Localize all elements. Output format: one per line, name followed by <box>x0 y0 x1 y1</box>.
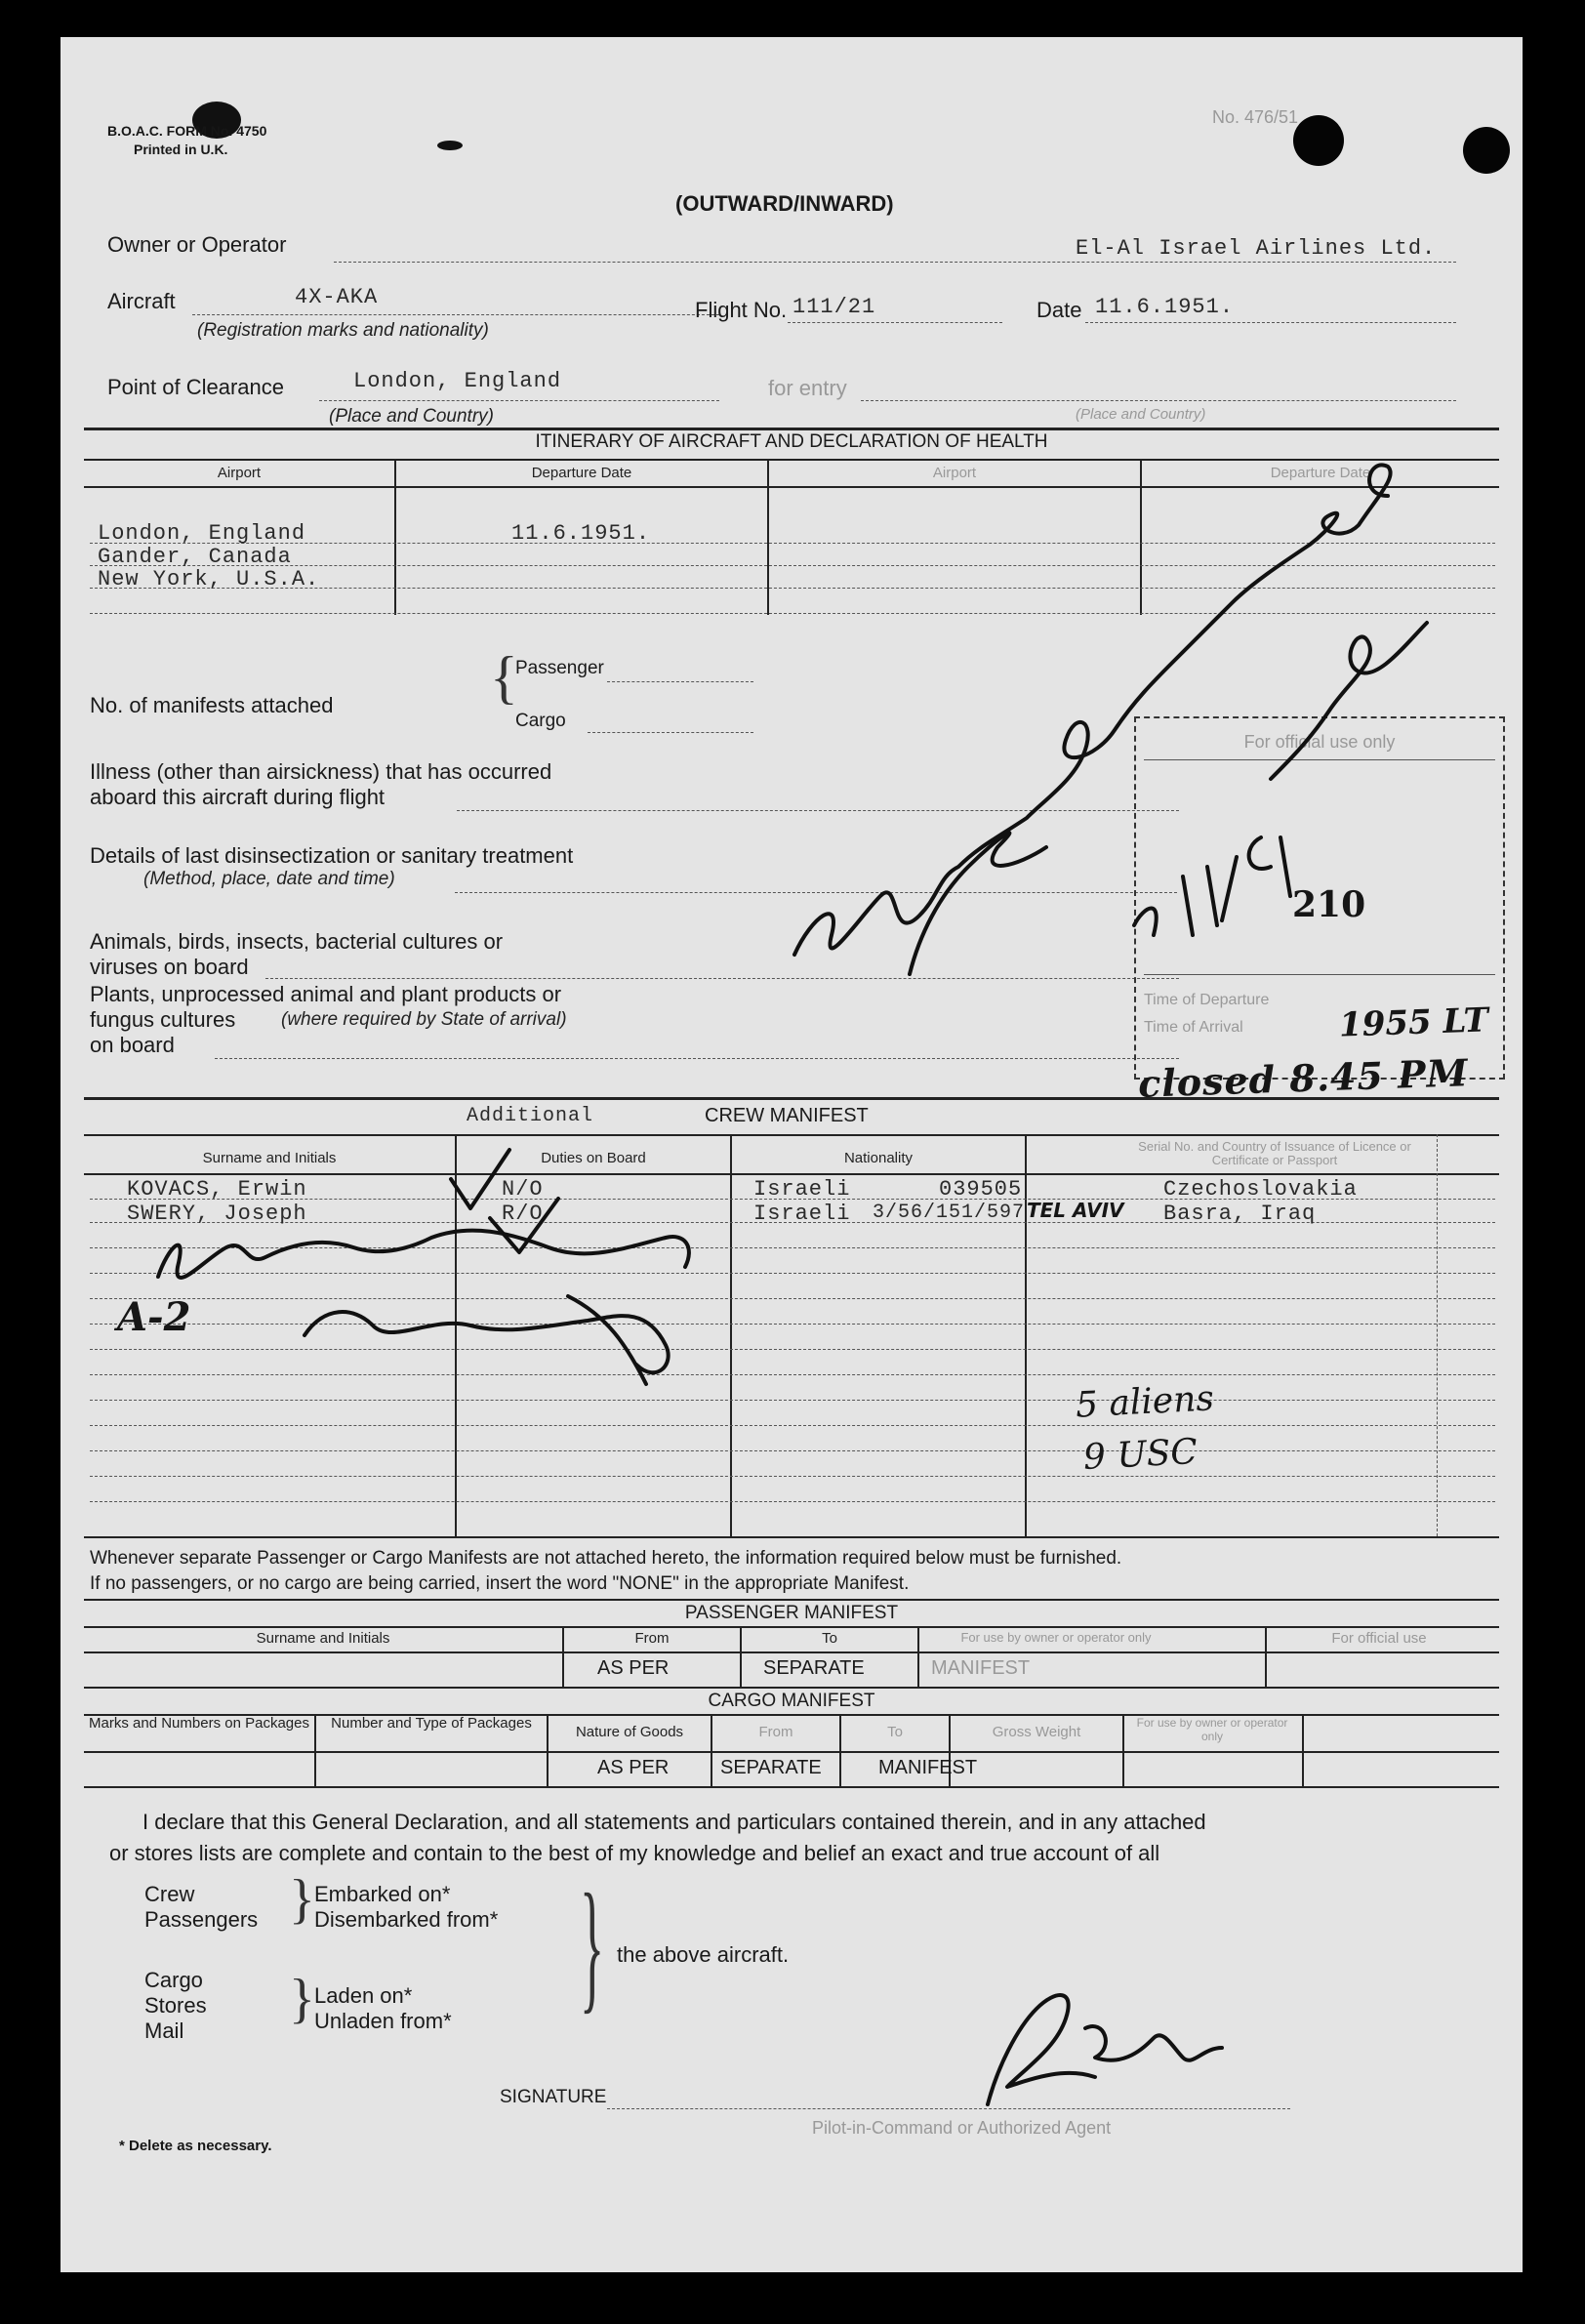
instructions-line-2: If no passengers, or no cargo are being carried, insert the word "NONE" in the appropriate Manifest. <box>90 1573 910 1594</box>
above-aircraft: the above aircraft. <box>617 1942 790 1967</box>
scrawl-date <box>1134 837 1290 935</box>
cargo-manifest-label: Cargo <box>515 711 566 731</box>
clearance-note: (Place and Country) <box>329 406 494 427</box>
crew-header-nationality: Nationality <box>843 1150 914 1166</box>
itinerary-airport-1: London, England <box>98 521 306 546</box>
owner-label: Owner or Operator <box>107 232 287 257</box>
plants-label-3: on board <box>90 1033 175 1057</box>
crew-additional: Additional <box>467 1105 594 1127</box>
aircraft-note: (Registration marks and nationality) <box>197 320 489 341</box>
scrawl-crew-signature <box>158 1231 689 1278</box>
checkmark <box>451 1150 509 1208</box>
aircraft-registration: 4X-AKA <box>295 285 379 309</box>
flight-label: Flight No. <box>695 298 788 322</box>
itinerary-header-airport-2: Airport <box>932 465 977 481</box>
plants-label-2: fungus cultures <box>90 1007 236 1032</box>
large-brace: } <box>580 1864 605 2026</box>
passenger-header-from: From <box>634 1630 670 1647</box>
time-of-arrival-label: Time of Arrival <box>1144 1019 1243 1036</box>
laden-brace: } <box>289 1969 315 2029</box>
cargo-header-weight: Gross Weight <box>992 1724 1081 1740</box>
illness-label-2: aboard this aircraft during flight <box>90 785 386 809</box>
passenger-header-owner: For use by owner or operator only <box>960 1630 1152 1645</box>
crew-country-1: Czechoslovakia <box>1163 1177 1358 1202</box>
owner-value: El-Al Israel Airlines Ltd. <box>1076 236 1437 261</box>
animals-label-2: viruses on board <box>90 955 249 979</box>
disembarked-option: Disembarked from* <box>314 1907 499 1932</box>
handwritten-usc: 9 USC <box>1082 1431 1199 1479</box>
general-declaration-form <box>61 37 1523 2272</box>
crew-duty-1: N/O <box>502 1177 544 1202</box>
crew-duty-2: R/O <box>502 1202 544 1226</box>
signature-note: Pilot-in-Command or Authorized Agent <box>812 2118 1112 2138</box>
date-value: 11.6.1951. <box>1095 295 1235 319</box>
itinerary-header-departure-2: Departure Date <box>1270 465 1371 481</box>
official-use-title: For official use only <box>1243 732 1396 752</box>
crew-header-serial: Serial No. and Country of Issuance of Licence or Certificate or Passport <box>1138 1139 1411 1167</box>
handwritten-a2: A-2 <box>117 1294 191 1340</box>
cargo-separate: SEPARATE <box>720 1757 822 1778</box>
manifests-brace: { <box>490 645 518 710</box>
instructions-line-1: Whenever separate Passenger or Cargo Manifests are not attached hereto, the information required below must be furnished. <box>90 1548 1122 1569</box>
passenger-manifest-title: PASSENGER MANIFEST <box>684 1603 899 1623</box>
passenger-header-to: To <box>822 1630 837 1647</box>
crew-country-2: Basra, Iraq <box>1163 1202 1317 1226</box>
itinerary-title: ITINERARY OF AIRCRAFT AND DECLARATION OF HEALTH <box>535 431 1048 452</box>
passenger-separate: SEPARATE <box>763 1657 865 1679</box>
cargo-header-marks: Marks and Numbers on Packages <box>89 1715 309 1732</box>
crew-serial-2: 3/56/151/597 <box>873 1202 1026 1224</box>
entry-place-note: (Place and Country) <box>1076 406 1206 423</box>
official-number: 210 <box>1292 884 1366 925</box>
itinerary-header-airport: Airport <box>217 465 262 481</box>
cargo-header-from: From <box>758 1724 793 1740</box>
form-number: B.O.A.C. FORM No. 4750 <box>107 123 267 139</box>
time-of-departure-label: Time of Departure <box>1144 992 1270 1008</box>
scrawl-signature <box>794 465 1391 955</box>
flight-number: 111/21 <box>792 295 876 319</box>
declaration-line-1: I declare that this General Declaration, and all statements and particulars contained therein, and in any attached <box>142 1810 1206 1834</box>
crew-title: CREW MANIFEST <box>705 1105 869 1126</box>
itinerary-header-departure: Departure Date <box>531 465 632 481</box>
declaration-line-2: or stores lists are complete and contain to the best of my knowledge and belief an exact and true account of all <box>109 1841 1160 1865</box>
passenger-header-official: For official use <box>1331 1630 1427 1647</box>
clearance-value: London, England <box>353 369 562 393</box>
clearance-label: Point of Clearance <box>107 375 284 399</box>
crew-name-1: KOVACS, Erwin <box>127 1177 307 1202</box>
itinerary-airport-2: Gander, Canada <box>98 545 292 569</box>
cargo-header-to: To <box>887 1724 903 1740</box>
scrawl-final-signature <box>988 1995 1222 2104</box>
disinsect-label-1: Details of last disinsectization or sanitary treatment <box>90 843 574 868</box>
printed-in: Printed in U.K. <box>134 142 228 157</box>
embarked-option: Embarked on* <box>314 1882 451 1906</box>
crew-header-name: Surname and Initials <box>202 1150 337 1166</box>
scrawl-lp <box>1271 623 1427 779</box>
scrawl-crew-signature-2 <box>305 1296 669 1384</box>
plants-label-1: Plants, unprocessed animal and plant products or <box>90 982 562 1006</box>
plants-label-2b: (where required by State of arrival) <box>281 1009 567 1030</box>
checkmark <box>490 1199 558 1252</box>
cargo-manifest-word: MANIFEST <box>878 1757 978 1778</box>
cargo-header-owner: For use by owner or operator only <box>1136 1716 1288 1743</box>
passenger-manifest-word: MANIFEST <box>931 1657 1031 1679</box>
passenger-as-per: AS PER <box>597 1657 670 1679</box>
form-title: (OUTWARD/INWARD) <box>675 191 894 216</box>
handwritten-strokes <box>61 37 1523 2272</box>
tel-aviv-stamp: TEL AVIV <box>1027 1199 1124 1222</box>
crew-name-2: SWERY, Joseph <box>127 1202 307 1226</box>
footnote: * Delete as necessary. <box>119 2138 272 2154</box>
unladen-option: Unladen from* <box>314 2009 452 2033</box>
cargo-manifest-title: CARGO MANIFEST <box>708 1691 875 1711</box>
manifests-label: No. of manifests attached <box>90 693 334 717</box>
date-label: Date <box>1036 298 1082 322</box>
crew-option: Crew <box>144 1882 195 1906</box>
mail-option: Mail <box>144 2018 184 2043</box>
laden-option: Laden on* <box>314 1983 413 2008</box>
aircraft-label: Aircraft <box>107 289 176 313</box>
illness-label-1: Illness (other than airsickness) that has occurred <box>90 759 552 784</box>
animals-label-1: Animals, birds, insects, bacterial cultures or <box>90 929 504 954</box>
cargo-header-number: Number and Type of Packages <box>331 1715 532 1732</box>
crew-serial-1: 039505 <box>939 1177 1023 1202</box>
embark-brace: } <box>289 1869 315 1930</box>
signature-label: SIGNATURE <box>500 2087 607 2107</box>
arrival-time-handwritten: 1955 LT <box>1338 1000 1489 1045</box>
crew-nationality-2: Israeli <box>753 1202 851 1226</box>
crew-nationality-1: Israeli <box>753 1177 851 1202</box>
passengers-option: Passengers <box>144 1907 259 1932</box>
itinerary-airport-3: New York, U.S.A. <box>98 567 320 591</box>
cargo-as-per: AS PER <box>597 1757 670 1778</box>
serial-number: No. 476/51 <box>1212 107 1299 127</box>
itinerary-date-1: 11.6.1951. <box>511 521 651 546</box>
passenger-manifest-label: Passenger <box>515 658 604 678</box>
cargo-header-nature: Nature of Goods <box>575 1724 684 1740</box>
for-entry-label: for entry <box>768 376 847 400</box>
handwritten-aliens: 5 aliens <box>1075 1378 1215 1426</box>
closed-time-handwritten: closed 8.45 PM <box>1137 1050 1470 1106</box>
passenger-header-name: Surname and Initials <box>256 1630 390 1647</box>
cargo-option: Cargo <box>144 1968 203 1992</box>
disinsect-label-2: (Method, place, date and time) <box>143 869 395 889</box>
crew-header-duties: Duties on Board <box>541 1150 646 1166</box>
stores-option: Stores <box>144 1993 207 2018</box>
